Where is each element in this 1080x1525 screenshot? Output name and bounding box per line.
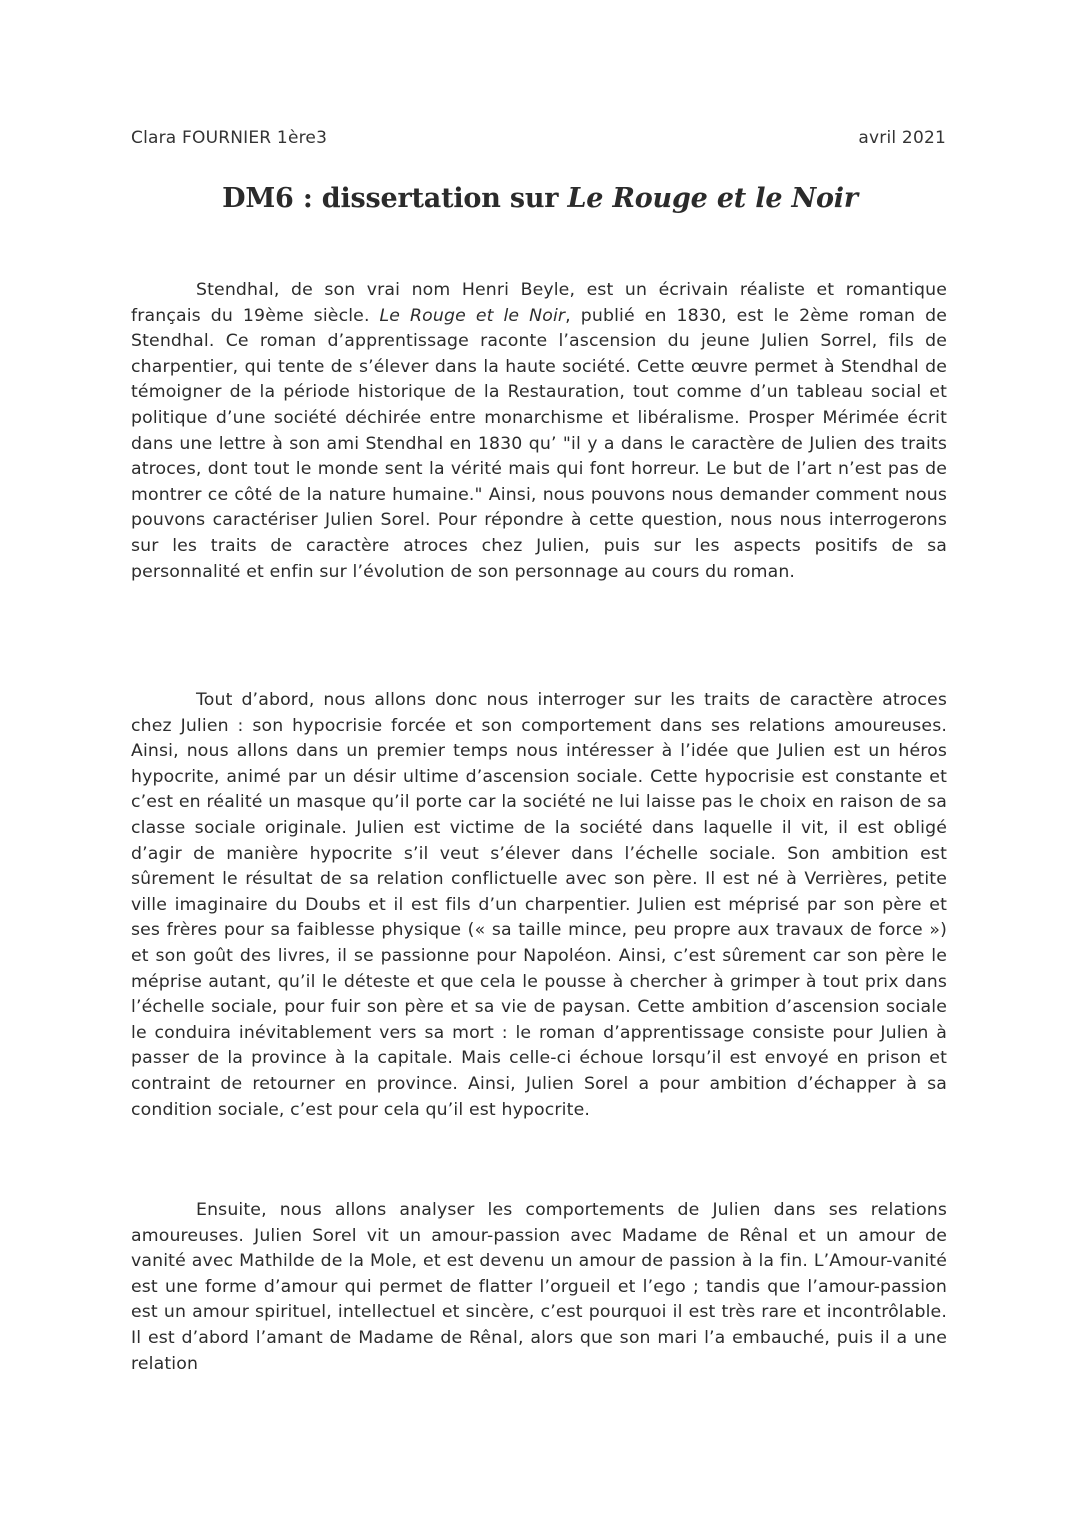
intro-paragraph xyxy=(131,278,947,585)
author-line: Clara FOURNIER 1ère3 xyxy=(131,128,328,148)
date-line: avril 2021 xyxy=(858,128,946,148)
intro-text-start: Stendhal, de son vrai nom Henri Beyle, est un écrivain réaliste et romantique français du 19ème siècle. xyxy=(131,280,947,326)
title-work: Le Rouge et le Noir xyxy=(567,183,858,214)
part1-paragraph: Tout d’abord, nous allons donc nous interroger sur les traits de caractère atroces chez Julien : son hypocrisie forcée et son comportement dans ses relations amoureuses. Ainsi, nous allons dans un premier temps nous intéresser à l’idée que Julien est un héros hypocrite, animé par un désir ultime d’ascension sociale. Cette hypocrisie est constante et c’est en réalité un masque qu’il porte car la société ne lui laisse pas le choix en raison de sa classe sociale originale. Julien est victime de la société dans laquelle il vit, il est obligé d’agir de manière hypocrite s’il veut s’élever dans l’échelle sociale. Son ambition est sûrement le résultat de sa relation conflictuelle avec son père. Il est né à Verrières, petite ville imaginaire du Doubs et il est fils d’un charpentier. Julien est méprisé par son père et ses frères pour sa faiblesse physique (« sa taille mince, peu propre aux travaux de force ») et son goût des livres, il se passionne pour Napoléon. Ainsi, c’est sûrement car son père le méprise autant, qu’il le déteste et que cela le pousse à chercher à grimper à tout prix dans l’échelle sociale, pour fuir son père et sa vie de paysan. Cette ambition d’ascension sociale le conduira inévitablement vers sa mort : le roman d’apprentissage consiste pour Julien à passer de la province à la capitale. Mais celle-ci échoue lorsqu’il est envoyé en prison et contraint de retourner en province. Ainsi, Julien Sorel a pour ambition d’échapper à sa condition sociale, c’est pour cela qu’il est hypocrite. xyxy=(131,690,947,1120)
page-header xyxy=(131,128,946,148)
part2-paragraph: Ensuite, nous allons analyser les comportements de Julien dans ses relations amoureuses. Julien Sorel vit un amour-passion avec Madame de Rênal et un amour de vanité avec Mathilde de la Mole, et est devenu un amour de passion à la fin. L’Amour-vanité est une forme d’amour qui permet de flatter l’orgueil et l’ego ; tandis que l’amour-passion est un amour spirituel, intellectuel et sincère, c’est pourquoi il est très rare et incontrôlable. Il est d’abord l’amant de Madame de Rênal, alors que son mari l’a embauché, puis il a une relation xyxy=(131,1200,947,1374)
title-prefix: DM6 : dissertation sur xyxy=(222,183,568,214)
intro-text-end: , publié en 1830, est le 2ème roman de Stendhal. Ce roman d’apprentissage raconte l’ascension du jeune Julien Sorrel, fils de charpentier, qui tente de s’élever dans la haute société. Cette œuvre permet à Stendhal de témoigner de la période historique de la Restauration, tout comme d’un tableau social et politique d’une société déchirée entre monarchisme et libéralisme. Prosper Mérimée écrit dans une lettre à son ami Stendhal en 1830 qu’ "il y a dans le caractère de Julien des traits atroces, dont tout le monde sent la vérité mais qui font horreur. Le but de l’art n’est pas de montrer ce côté de la nature humaine." Ainsi, nous pouvons nous demander comment nous pouvons caractériser Julien Sorel. Pour répondre à cette question, nous nous interrogerons sur les traits de caractère atroces chez Julien, puis sur les aspects positifs de sa personnalité et enfin sur l’évolution de son personnage au cours du roman. xyxy=(131,305,947,582)
document-title xyxy=(0,183,1080,214)
intro-work-title: Le Rouge et le Noir xyxy=(379,305,566,326)
